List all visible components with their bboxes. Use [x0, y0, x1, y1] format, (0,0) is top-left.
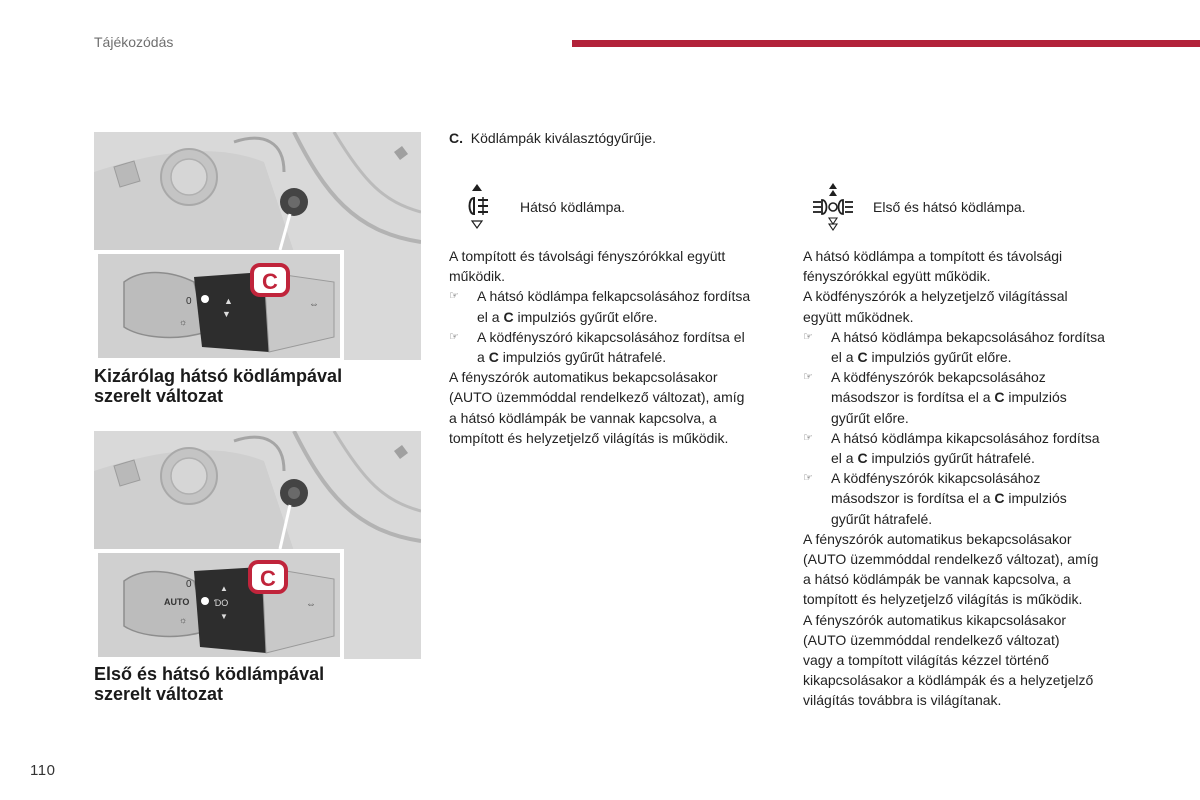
svg-text:▼: ▼	[222, 309, 231, 319]
svg-text:▼: ▼	[220, 612, 228, 621]
caption-rear-only: Kizárólag hátsó ködlámpával szerelt változat	[94, 366, 343, 406]
stalk-illustration-rear-only	[94, 132, 421, 360]
front-rear-fog-lamp-row	[811, 182, 1026, 232]
rear-fog-lamp-label: Hátsó ködlámpa.	[520, 199, 626, 215]
caption-front-rear: Első és hátsó ködlámpával szerelt változat	[94, 664, 325, 704]
ring-title: C. Ködlámpák kiválasztógyűrűje.	[449, 130, 656, 146]
ring-callout-letter: C	[260, 566, 276, 591]
svg-text:⇔: ⇔	[309, 299, 319, 310]
header-accent-bar	[572, 40, 1200, 47]
auto-label: AUTO	[164, 597, 190, 607]
bullet-hand-icon: ☞	[803, 431, 813, 444]
bullet-hand-icon: ☞	[803, 330, 813, 343]
svg-text:☼: ☼	[179, 615, 188, 625]
list-item: ☞ A ködfényszórók kikapcsolásához másodszor is fordítsa el a C impulziós gyűrűt hátrafelé.	[803, 470, 1067, 527]
svg-text:▲: ▲	[220, 584, 228, 593]
rear-fog-lamp-row	[462, 182, 625, 232]
svg-text:0: 0	[186, 579, 192, 590]
section-label: Tájékozódás	[94, 34, 174, 50]
svg-text:0: 0	[186, 296, 192, 307]
svg-text:▲: ▲	[224, 296, 233, 306]
ring-callout-letter: C	[262, 269, 278, 294]
list-item: ☞ A hátsó ködlámpa bekapcsolásához fordítsa el a C impulziós gyűrűt előre.	[803, 328, 1105, 366]
rear-only-description: A tompított és távolsági fényszórókkal együtt működik. ☞ A hátsó ködlámpa felkapcsolásához fordítsa el a C impulziós gyűrűt előre. ☞ A ködfényszóró kikapcsolásához fordítsa el a C impulziós gyűrűt hátrafelé. A fényszórók automatikus bekapcsolásakor (AUTO üzemmóddal rendelkező változat), amíg a hátsó ködlámpák be vannak kapcsolva, a tompított és helyzetjelző világítás is működik.	[449, 248, 751, 446]
bullet-hand-icon: ☞	[803, 371, 813, 384]
svg-text:ƊO: ƊO	[214, 598, 229, 608]
svg-text:⇔: ⇔	[306, 599, 316, 610]
list-item: ☞ A hátsó ködlámpa kikapcsolásához fordítsa el a C impulziós gyűrűt hátrafelé.	[803, 429, 1100, 467]
front-rear-description: A hátsó ködlámpa a tompított és távolsági fényszórókkal együtt működik. A ködfényszórók a helyzetjelző világítással együtt működnek. ☞ A hátsó ködlámpa bekapcsolásához fordítsa el a C impulziós gyűrűt előre. ☞ A ködfényszórók bekapcsolásához másodszor is fordítsa el a C impulziós gyűrűt előre. ☞ A hátsó ködlámpa kikapcsolásához fordítsa el a C impulziós gyűrűt hátrafelé. ☞ A ködfényszórók kikapcsolásához másodszor is fordítsa el a C impulziós gyűrűt hátrafelé. A fényszórók automatikus bekapcsolásakor (AUTO üzemmóddal rendelkező változat), amíg a hátsó ködlámpák be vannak kapcsolva, a tompított és helyzetjelző világítás is működik. A fényszórók automatikus kikapcsolásakor (AUTO üzemmóddal rendelkező változat) vagy a tompított világítás kézzel történő kikapcsolásakor a ködlámpák és a helyzetjelző világítás továbbra is világítanak.	[803, 248, 1105, 709]
list-item: ☞ A ködfényszóró kikapcsolásához fordítsa el a C impulziós gyűrűt hátrafelé.	[449, 328, 745, 366]
bullet-hand-icon: ☞	[803, 472, 813, 485]
front-and-rear-fog-lamp-icon	[811, 182, 855, 232]
page-number: 110	[30, 762, 56, 779]
bullet-hand-icon: ☞	[449, 290, 459, 303]
front-rear-fog-lamp-label: Első és hátsó ködlámpa.	[873, 199, 1026, 215]
bullet-hand-icon: ☞	[449, 330, 459, 343]
list-item: ☞ A hátsó ködlámpa felkapcsolásához fordítsa el a C impulziós gyűrűt előre.	[449, 288, 751, 325]
stalk-illustration-front-rear	[94, 431, 421, 659]
svg-text:☼: ☼	[179, 317, 188, 327]
list-item: ☞ A ködfényszórók bekapcsolásához másodszor is fordítsa el a C impulziós gyűrűt előre.	[803, 369, 1067, 426]
rear-fog-lamp-icon	[462, 182, 492, 232]
